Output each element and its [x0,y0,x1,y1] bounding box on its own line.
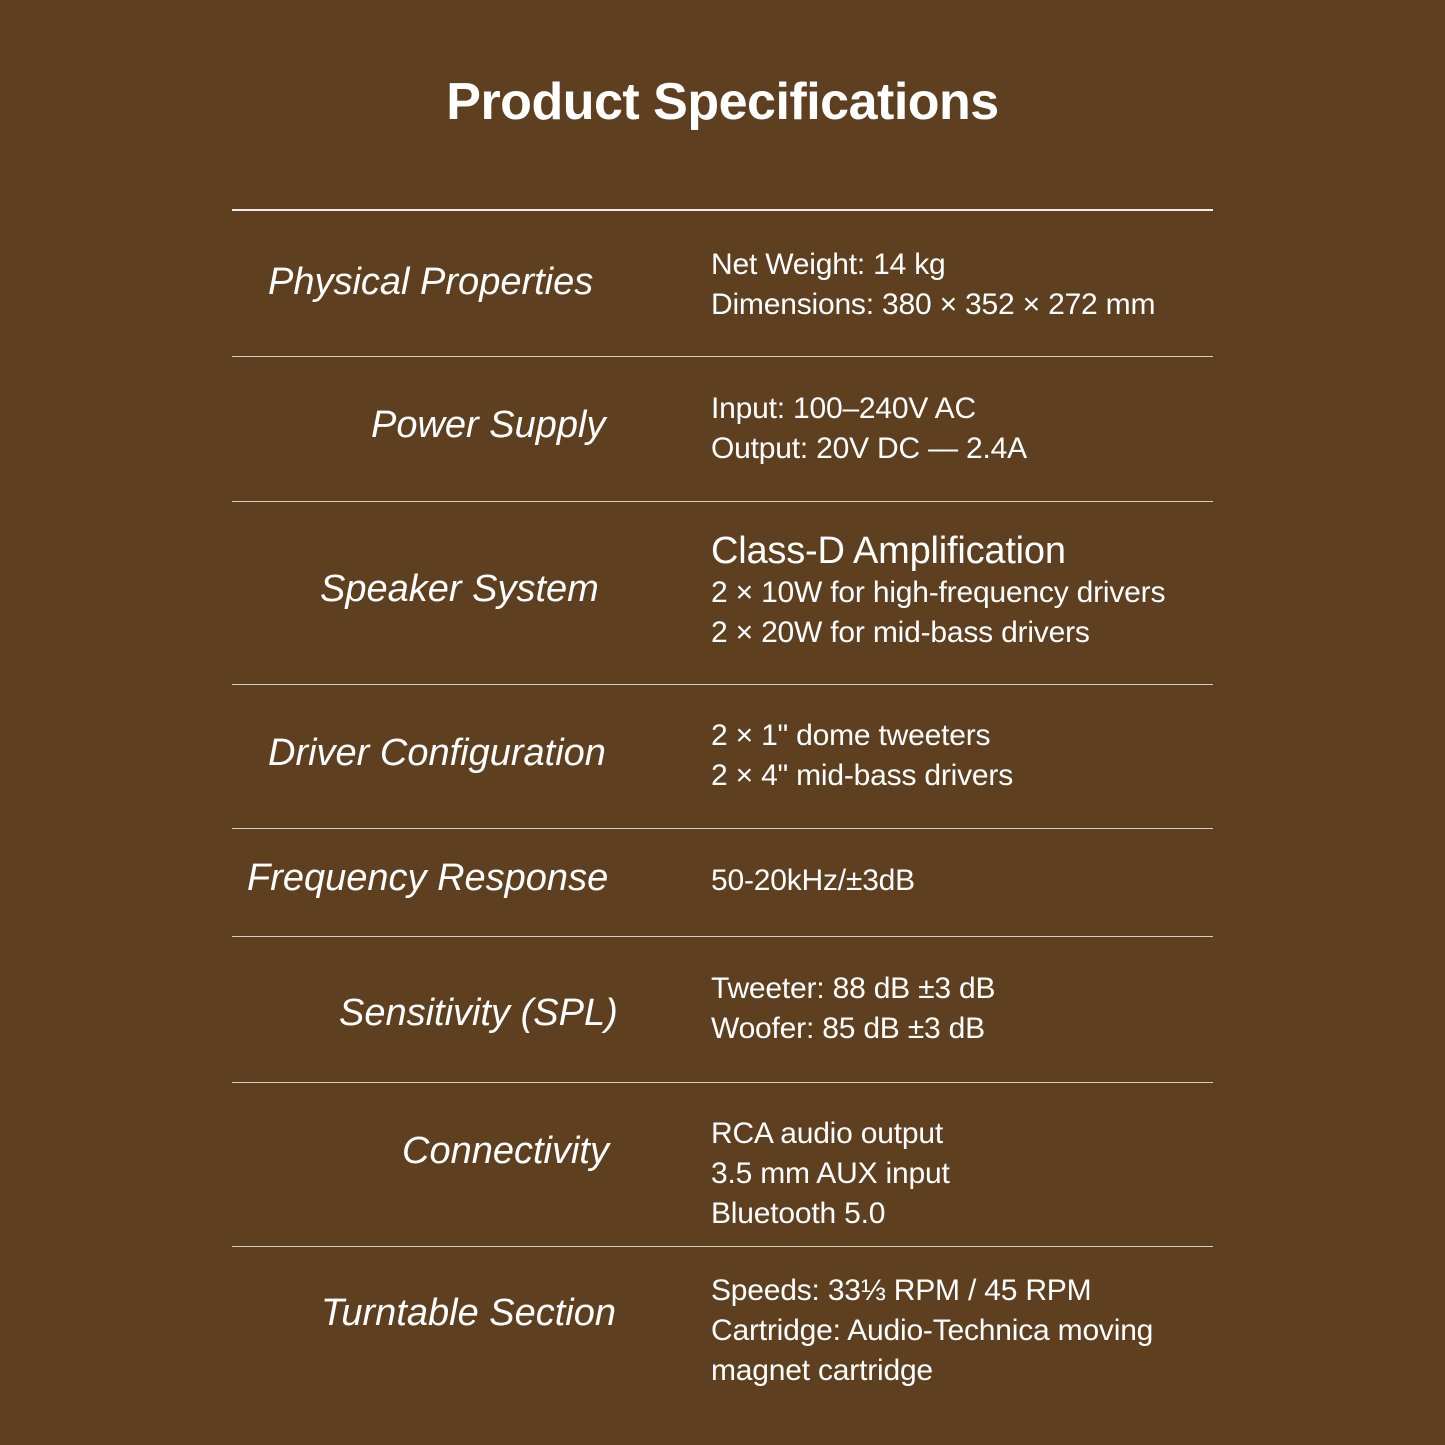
spec-value-heading: Class-D Amplification [711,530,1066,572]
spec-value-line: 50-20kHz/±3dB [711,864,915,897]
spec-value-line: 2 × 20W for mid-bass drivers [711,616,1090,649]
page-title: Product Specifications [446,73,999,131]
spec-value-line: Dimensions: 380 × 352 × 272 mm [711,288,1156,321]
spec-value-line: 2 × 4" mid-bass drivers [711,759,1013,792]
spec-label-speaker-system: Speaker System [320,568,599,610]
spec-value-line: Output: 20V DC — 2.4A [711,432,1027,465]
spec-value-line: Bluetooth 5.0 [711,1197,886,1230]
spec-value-line: 2 × 1" dome tweeters [711,719,991,752]
spec-value-line: RCA audio output [711,1117,943,1150]
spec-values-connectivity [711,1114,950,1234]
spec-value-line: Tweeter: 88 dB ±3 dB [711,972,996,1005]
row-divider [232,684,1213,685]
spec-value-line: 3.5 mm AUX input [711,1157,950,1190]
row-divider [232,828,1213,829]
spec-values-power-supply [711,389,1027,469]
row-divider [232,1246,1213,1247]
row-divider [232,356,1213,357]
spec-label-frequency-response: Frequency Response [247,857,609,899]
spec-value-line: 2 × 10W for high-frequency drivers [711,576,1166,609]
spec-value-line: Speeds: 33⅓ RPM / 45 RPM [711,1274,1092,1307]
spec-values-driver-configuration [711,716,1013,796]
spec-value-line: Cartridge: Audio-Technica moving [711,1314,1154,1347]
spec-value-line: Input: 100–240V AC [711,392,976,425]
row-divider [232,936,1213,937]
spec-values-frequency-response [711,861,915,901]
spec-values-physical-properties [711,245,1155,325]
spec-value-line: Net Weight: 14 kg [711,248,946,281]
row-divider [232,501,1213,502]
spec-label-driver-configuration: Driver Configuration [268,732,606,774]
spec-label-physical-properties: Physical Properties [268,261,594,303]
spec-values-speaker-system [711,529,1165,653]
spec-value-line: magnet cartridge [711,1354,933,1387]
spec-value-line: Woofer: 85 dB ±3 dB [711,1012,985,1045]
spec-label-sensitivity: Sensitivity (SPL) [339,992,618,1034]
spec-values-turntable-section [711,1271,1153,1391]
spec-label-turntable-section: Turntable Section [321,1292,617,1334]
table-top-divider [232,209,1213,211]
spec-label-power-supply: Power Supply [371,404,606,446]
spec-label-connectivity: Connectivity [402,1130,609,1172]
spec-values-sensitivity [711,969,995,1049]
row-divider [232,1082,1213,1083]
